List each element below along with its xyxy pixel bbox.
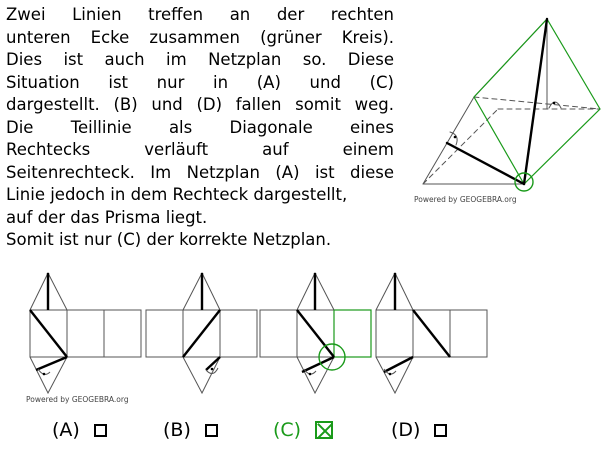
explanation-line: Die Teillinie als Diagonale eines [6, 117, 394, 137]
option-b-checkbox[interactable] [205, 424, 218, 437]
explanation-line: Seitenrechteck. Im Netzplan (A) ist diese [6, 162, 394, 182]
net-b [146, 273, 257, 393]
explanation-line: auf der das Prisma liegt. [6, 207, 208, 227]
explanation-line: Dies ist auch im Netzplan so. Diese [6, 50, 394, 69]
option-c[interactable] [273, 418, 333, 442]
net-a [30, 273, 141, 393]
option-b-label: (B) [163, 419, 191, 441]
geogebra-watermark: Powered by GEOGEBRA.org [26, 395, 129, 404]
geogebra-watermark: Powered by GEOGEBRA.org [414, 195, 517, 204]
explanation-line: Linie jedoch in dem Rechteck dargestellt, [6, 185, 348, 204]
option-a[interactable] [52, 418, 107, 442]
explanation-line: Situation ist nur in (A) und (C) [6, 72, 394, 92]
option-a-label: (A) [52, 419, 80, 441]
option-d[interactable] [391, 418, 447, 442]
option-a-checkbox[interactable] [94, 424, 107, 437]
option-c-label: (C) [273, 419, 302, 441]
option-d-label: (D) [391, 419, 421, 441]
option-c-checkbox-checked[interactable] [315, 421, 333, 439]
explanation-line: Somit ist nur (C) der korrekte Netzplan. [6, 230, 332, 249]
explanation-line: Rechtecks verläuft auf einem [6, 140, 394, 159]
net-c [260, 273, 371, 393]
explanation-line: unteren Ecke zusammen (grüner Kreis). [6, 27, 394, 47]
explanation-line: dargestellt. (B) und (D) fallen somit weg. [6, 95, 394, 114]
net-d [376, 273, 487, 393]
option-b[interactable] [163, 418, 218, 442]
option-d-checkbox[interactable] [434, 424, 447, 437]
explanation-line: Zwei Linien treffen an der rechten [6, 5, 394, 24]
